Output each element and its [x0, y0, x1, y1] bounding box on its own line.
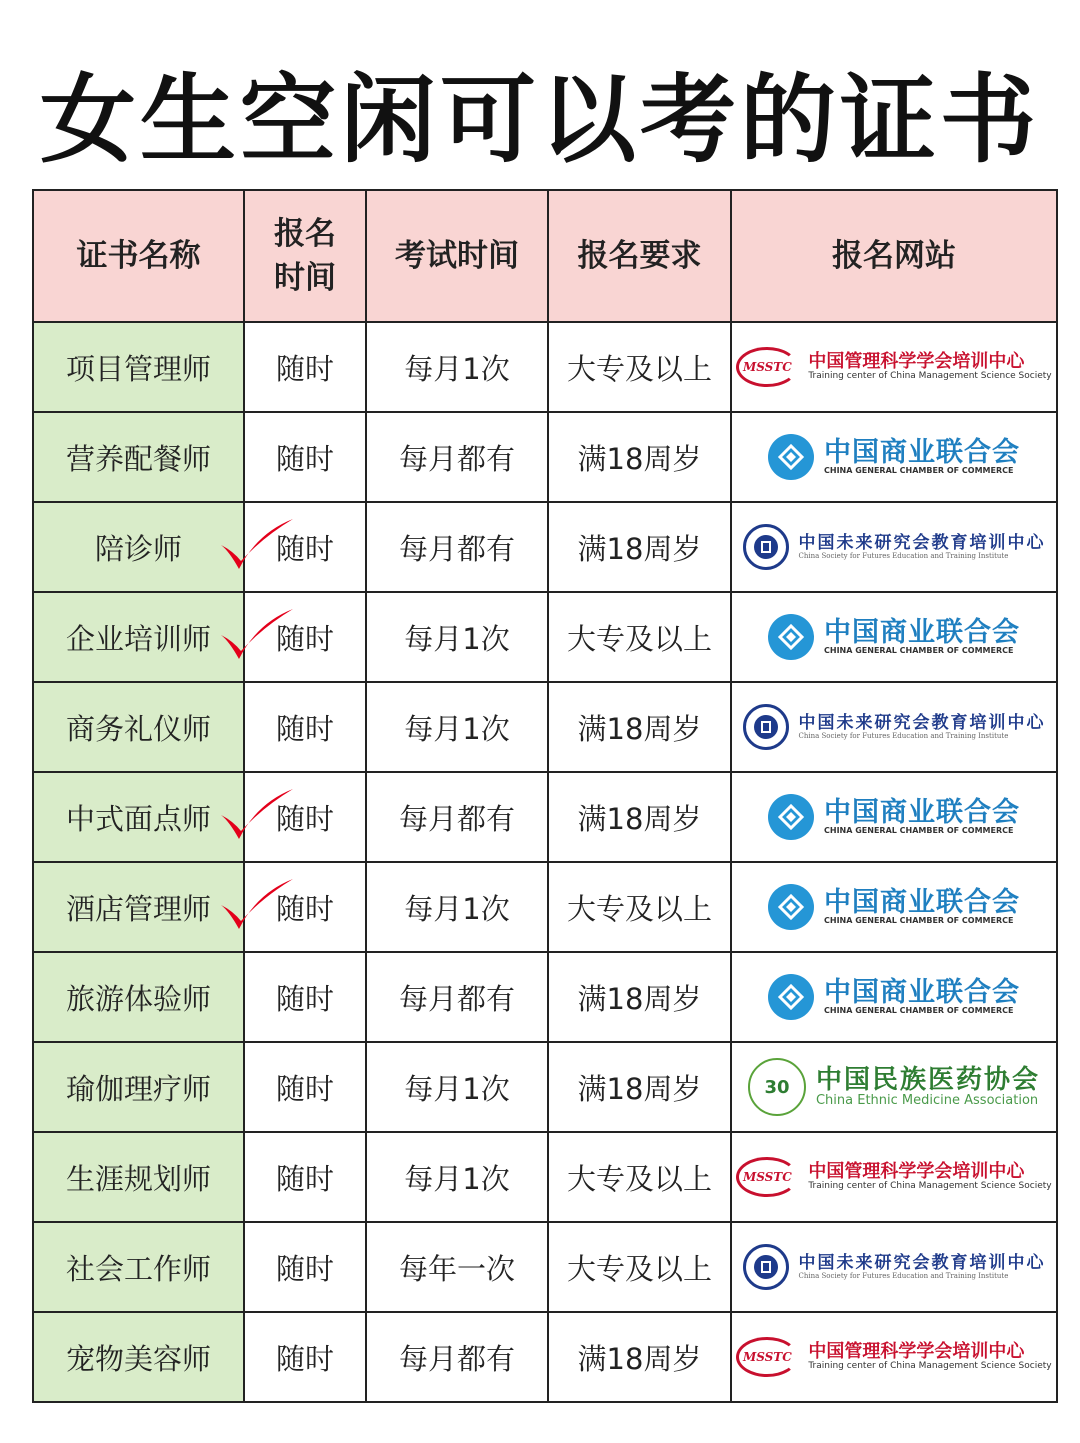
ccgc-logo-cn: 中国商业联合会: [824, 796, 1020, 828]
requirement-cell: 大专及以上: [548, 322, 731, 412]
mssc-logo-en: Training center of China Management Science Society: [808, 1360, 1052, 1371]
cert-name-cell: 陪诊师: [33, 502, 244, 592]
header-reg-time-line2: 时间: [274, 260, 336, 296]
reg-time-cell: [244, 412, 366, 502]
ccgc-logo-cn: 中国商业联合会: [824, 616, 1020, 648]
ccgc-emblem-icon: [768, 794, 814, 840]
header-name: 证书名称: [33, 190, 244, 322]
mssc-logo-cn: 中国管理科学学会培训中心: [808, 1341, 1025, 1363]
reg-time-cell: [244, 322, 366, 412]
requirement-cell: 满18周岁: [548, 502, 731, 592]
ccgc-logo-en: CHINA GENERAL CHAMBER OF COMMERCE: [824, 1006, 1014, 1016]
exam-time-cell: 每月都有: [366, 952, 548, 1042]
ccgc-logo[interactable]: [732, 953, 1056, 1041]
header-website: 报名网站: [731, 190, 1057, 322]
fut-logo[interactable]: [732, 683, 1056, 771]
requirement-cell: 满18周岁: [548, 1042, 731, 1132]
exam-time-cell: 每月都有: [366, 502, 548, 592]
cert-name-cell: 生涯规划师: [33, 1132, 244, 1222]
cert-name-cell: 酒店管理师: [33, 862, 244, 952]
table-header-row: [33, 190, 1057, 322]
ccgc-emblem-icon: [768, 974, 814, 1020]
ccgc-logo-cn: 中国商业联合会: [824, 886, 1020, 918]
header-exam-time: 考试时间: [366, 190, 548, 322]
exam-time-cell: 每月1次: [366, 1042, 548, 1132]
mssc-logo-en: Training center of China Management Science Society: [808, 370, 1052, 381]
table-row: [33, 862, 1057, 952]
fut-logo-cn: 中国未来研究会教育培训中心: [798, 532, 1046, 553]
mssc-logo[interactable]: [732, 1133, 1056, 1221]
cert-name-cell: 商务礼仪师: [33, 682, 244, 772]
cert-name-cell: 瑜伽理疗师: [33, 1042, 244, 1132]
reg-time-text: 随时: [275, 801, 334, 836]
table-row: [33, 322, 1057, 412]
ccgc-emblem-icon: [768, 434, 814, 480]
table-row: [33, 682, 1057, 772]
exam-time-cell: 每月都有: [366, 412, 548, 502]
fut-logo-en: China Society for Futures Education and Training Institute: [798, 731, 1009, 740]
exam-time-cell: 每月都有: [366, 1312, 548, 1402]
reg-time-cell: [244, 772, 366, 862]
website-cell: [731, 502, 1057, 592]
table-row: [33, 1132, 1057, 1222]
fut-logo[interactable]: [732, 503, 1056, 591]
reg-time-cell: [244, 1132, 366, 1222]
table-row: [33, 1312, 1057, 1402]
requirement-cell: 满18周岁: [548, 952, 731, 1042]
fut-logo-cn: 中国未来研究会教育培训中心: [798, 712, 1046, 733]
ccgc-logo-en: CHINA GENERAL CHAMBER OF COMMERCE: [824, 916, 1014, 926]
checkmark-icon: [217, 515, 297, 575]
requirement-cell: 大专及以上: [548, 862, 731, 952]
mssc-logo-cn: 中国管理科学学会培训中心: [808, 1161, 1025, 1183]
fut-logo[interactable]: [732, 1223, 1056, 1311]
website-cell: [731, 772, 1057, 862]
table-row: [33, 502, 1057, 592]
requirement-cell: 大专及以上: [548, 1222, 731, 1312]
website-cell: [731, 862, 1057, 952]
table-row: [33, 412, 1057, 502]
ccgc-logo[interactable]: [732, 773, 1056, 861]
certificate-table: [32, 189, 1058, 1403]
eth-logo-en: China Ethnic Medicine Association: [815, 1093, 1039, 1109]
exam-time-cell: 每月1次: [366, 682, 548, 772]
table-row: [33, 772, 1057, 862]
reg-time-text: 随时: [275, 1161, 334, 1196]
header-requirement: 报名要求: [548, 190, 731, 322]
cert-name-cell: 企业培训师: [33, 592, 244, 682]
fut-emblem-icon: [743, 704, 789, 750]
header-reg-time: [244, 190, 366, 322]
fut-emblem-icon: [743, 524, 789, 570]
fut-emblem-icon: [743, 1244, 789, 1290]
reg-time-cell: [244, 952, 366, 1042]
requirement-cell: 满18周岁: [548, 412, 731, 502]
ccgc-logo-en: CHINA GENERAL CHAMBER OF COMMERCE: [824, 466, 1014, 476]
mssc-logo-mark: MSSTC: [736, 1157, 798, 1197]
mssc-logo-mark: MSSTC: [736, 1337, 798, 1377]
reg-time-text: 随时: [275, 441, 334, 476]
page-title: 女生空闲可以考的证书: [40, 64, 1040, 176]
mssc-logo-en: Training center of China Management Science Society: [808, 1180, 1052, 1191]
exam-time-cell: 每月1次: [366, 862, 548, 952]
reg-time-text: 随时: [275, 351, 334, 386]
website-cell: [731, 1042, 1057, 1132]
cert-name-cell: 项目管理师: [33, 322, 244, 412]
mssc-logo-mark: MSSTC: [736, 347, 798, 387]
requirement-cell: 满18周岁: [548, 772, 731, 862]
reg-time-text: 随时: [275, 1341, 334, 1376]
table-row: [33, 592, 1057, 682]
ccgc-emblem-icon: [768, 884, 814, 930]
fut-logo-en: China Society for Futures Education and Training Institute: [798, 551, 1009, 560]
ccgc-logo[interactable]: [732, 413, 1056, 501]
ccgc-logo-cn: 中国商业联合会: [824, 436, 1020, 468]
table-row: [33, 1222, 1057, 1312]
ccgc-logo-cn: 中国商业联合会: [824, 976, 1020, 1008]
checkmark-icon: [217, 605, 297, 665]
reg-time-text: 随时: [275, 531, 334, 566]
website-cell: [731, 1312, 1057, 1402]
requirement-cell: 满18周岁: [548, 682, 731, 772]
reg-time-cell: [244, 502, 366, 592]
exam-time-cell: 每月1次: [366, 322, 548, 412]
website-cell: [731, 1132, 1057, 1222]
ccgc-logo-en: CHINA GENERAL CHAMBER OF COMMERCE: [824, 826, 1014, 836]
exam-time-cell: 每月1次: [366, 1132, 548, 1222]
mssc-logo-cn: 中国管理科学学会培训中心: [808, 351, 1025, 373]
website-cell: [731, 952, 1057, 1042]
cert-name-cell: 宠物美容师: [33, 1312, 244, 1402]
eth-logo-mark: 30: [748, 1058, 806, 1116]
table-row: [33, 952, 1057, 1042]
requirement-cell: 大专及以上: [548, 1132, 731, 1222]
header-reg-time-line1: 报名: [274, 216, 336, 252]
reg-time-cell: [244, 1312, 366, 1402]
website-cell: [731, 682, 1057, 772]
requirement-cell: 满18周岁: [548, 1312, 731, 1402]
reg-time-cell: [244, 1042, 366, 1132]
website-cell: [731, 1222, 1057, 1312]
website-cell: [731, 412, 1057, 502]
table-row: [33, 1042, 1057, 1132]
reg-time-text: 随时: [275, 621, 334, 656]
ccgc-logo-en: CHINA GENERAL CHAMBER OF COMMERCE: [824, 646, 1014, 656]
cert-name-cell: 中式面点师: [33, 772, 244, 862]
cert-name-cell: 社会工作师: [33, 1222, 244, 1312]
reg-time-text: 随时: [275, 711, 334, 746]
mssc-logo[interactable]: [732, 323, 1056, 411]
ccgc-logo[interactable]: [732, 593, 1056, 681]
ccgc-logo[interactable]: [732, 863, 1056, 951]
fut-logo-cn: 中国未来研究会教育培训中心: [798, 1252, 1046, 1273]
reg-time-text: 随时: [275, 1071, 334, 1106]
exam-time-cell: 每年一次: [366, 1222, 548, 1312]
eth-logo[interactable]: [732, 1043, 1056, 1131]
eth-logo-cn: 中国民族医药协会: [815, 1064, 1040, 1095]
checkmark-icon: [217, 785, 297, 845]
reg-time-cell: [244, 682, 366, 772]
reg-time-text: 随时: [275, 1251, 334, 1286]
exam-time-cell: 每月1次: [366, 592, 548, 682]
cert-name-cell: 旅游体验师: [33, 952, 244, 1042]
reg-time-cell: [244, 592, 366, 682]
reg-time-cell: [244, 1222, 366, 1312]
mssc-logo[interactable]: [732, 1313, 1056, 1401]
reg-time-cell: [244, 862, 366, 952]
ccgc-emblem-icon: [768, 614, 814, 660]
reg-time-text: 随时: [275, 981, 334, 1016]
cert-name-cell: 营养配餐师: [33, 412, 244, 502]
requirement-cell: 大专及以上: [548, 592, 731, 682]
website-cell: [731, 592, 1057, 682]
website-cell: [731, 322, 1057, 412]
reg-time-text: 随时: [275, 891, 334, 926]
exam-time-cell: 每月都有: [366, 772, 548, 862]
fut-logo-en: China Society for Futures Education and Training Institute: [798, 1271, 1009, 1280]
checkmark-icon: [217, 875, 297, 935]
